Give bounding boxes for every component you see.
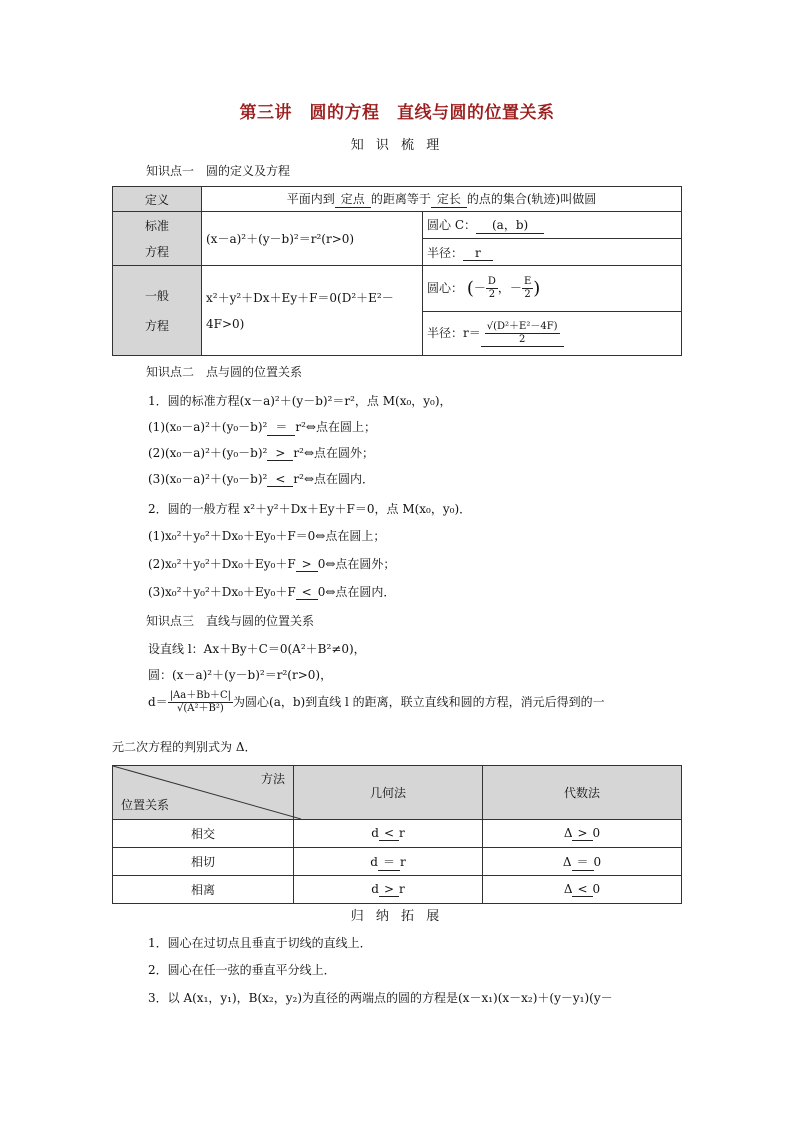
extend-line1: 1．圆心在过切点且垂直于切线的直线上．: [148, 936, 372, 950]
alg-cell: Δ ＝ 0: [483, 848, 682, 876]
gen-center: 圆心： (－ $\frac{D}{2}$ ，－ $\frac{E}{2}$ ): [423, 266, 682, 312]
kp2-line4: (3)(x₀－a)²＋(y₀－b)² < r²⇔点在圆内．: [148, 472, 375, 486]
col-algebraic: 代数法: [483, 766, 682, 820]
std-equation: (x－a)²＋(y－b)²＝r²(r>0): [202, 212, 423, 266]
extend-line3: 3．以 A(x₁，y₁)，B(x₂，y₂)为直径的两端点的圆的方程是(x－x₁)(x－x₂)＋(y－y₁)(y－: [148, 991, 613, 1005]
kp3-heading: 知识点三 直线与圆的位置关系: [146, 614, 315, 628]
gen-radius: [423, 312, 682, 356]
std-radius: [423, 239, 682, 266]
row-name: 相交: [113, 820, 294, 848]
kp2-blank-gt: >: [267, 446, 293, 461]
geo-cell: d < r: [294, 820, 483, 848]
alg-cell: Δ < 0: [483, 876, 682, 904]
alg-cell: Δ > 0: [483, 820, 682, 848]
gen-center-label: 圆心：: [427, 281, 464, 295]
table-corner-cell: [113, 766, 294, 820]
geo-cell: d ＝ r: [294, 848, 483, 876]
gen-label-2: 方程: [144, 318, 169, 333]
kp2-blank-eq: ＝: [267, 418, 295, 436]
std-label: [113, 212, 202, 266]
gen-center-x-frac: $\frac{D}{2}$: [487, 276, 496, 300]
std-radius-label: 半径：: [427, 245, 464, 260]
def-text-post: 的点的集合(轨迹)叫做圆: [466, 192, 597, 206]
section-heading-knowledge: 知 识 梳 理: [350, 138, 444, 153]
line-circle-relation-table: [112, 765, 682, 904]
def-label: 定义: [113, 187, 202, 212]
table-row: [113, 820, 682, 848]
geo-cell: d > r: [294, 876, 483, 904]
table-row: [113, 848, 682, 876]
corner-bottom-label: 位置关系: [121, 798, 170, 812]
gen-radius-frac: $\frac{\text{√(D²＋E²－4F)}}{2}$: [486, 320, 558, 345]
std-label-2: 方程: [144, 244, 169, 259]
corner-top-label: 方法: [260, 772, 285, 786]
def-text: [202, 187, 682, 212]
std-radius-value: r: [463, 246, 493, 261]
gen-radius-label: 半径：r＝: [427, 325, 481, 340]
col-geometric: 几何法: [294, 766, 483, 820]
kp2-line3: (2)(x₀－a)²＋(y₀－b)² > r²⇔点在圆外；: [148, 446, 375, 460]
circle-definition-table: [112, 186, 682, 356]
kp2-heading: 知识点二 点与圆的位置关系: [146, 365, 303, 379]
def-blank-fixed-point: 定点: [335, 190, 371, 208]
kp3-line4: 元二次方程的判别式为 Δ．: [112, 740, 257, 754]
gen-label-1: 一般: [144, 288, 169, 303]
gen-eq-line1: x²＋y²＋Dx＋Ey＋F＝0(D²＋E²－: [206, 290, 394, 305]
kp2-blank-lt: <: [267, 472, 293, 487]
gen-equation: [202, 266, 423, 356]
kp2-line8: (3)x₀²＋y₀²＋Dx₀＋Ey₀＋F < 0⇔点在圆内．: [148, 585, 396, 599]
table-row: [113, 876, 682, 904]
extend-line2: 2．圆心在任一弦的垂直平分线上．: [148, 963, 336, 977]
kp2-line7: (2)x₀²＋y₀²＋Dx₀＋Ey₀＋F > 0⇔点在圆外；: [148, 557, 396, 571]
kp3-line2: 圆：(x－a)²＋(y－b)²＝r²(r>0)，: [148, 668, 333, 682]
kp2-line5: 2．圆的一般方程 x²＋y²＋Dx＋Ey＋F＝0，点 M(x₀，y₀)．: [148, 502, 472, 516]
page-title: 第三讲 圆的方程 直线与圆的位置关系: [239, 103, 555, 123]
gen-center-y-frac: $\frac{E}{2}$: [523, 276, 532, 300]
kp3-line3: d＝ $\frac{|Aa+Bb+C|}{\text{√(A²＋B²)}}$ 为圆心(a，b)到直线 l 的距离，联立直线和圆的方程，消元后得到的一: [148, 690, 605, 714]
std-center: [423, 212, 682, 239]
kp3-line1: 设直线 l：Ax＋By＋C＝0(A²＋B²≠0)，: [148, 642, 366, 656]
kp2-line1: 1．圆的标准方程(x－a)²＋(y－b)²＝r²，点 M(x₀，y₀)，: [148, 394, 452, 408]
section-heading-extension: 归 纳 拓 展: [350, 909, 444, 924]
def-text-mid: 的距离等于: [370, 192, 431, 206]
std-center-label: 圆心 C：: [427, 218, 476, 232]
def-blank-fixed-length: 定长: [431, 190, 467, 208]
kp1-heading: 知识点一 圆的定义及方程: [146, 164, 291, 178]
row-name: 相切: [113, 848, 294, 876]
gen-label: [113, 266, 202, 356]
row-name: 相离: [113, 876, 294, 904]
std-label-1: 标准: [144, 218, 169, 233]
kp2-line2: (1)(x₀－a)²＋(y₀－b)² ＝ r²⇔点在圆上；: [148, 420, 376, 434]
kp2-blank-gen-lt: <: [296, 585, 318, 600]
kp2-blank-gen-gt: >: [296, 557, 318, 572]
gen-eq-line2: 4F>0): [206, 316, 245, 331]
kp2-line6: (1)x₀²＋y₀²＋Dx₀＋Ey₀＋F＝0⇔点在圆上；: [148, 529, 386, 543]
def-text-pre: 平面内到: [286, 192, 335, 206]
std-center-value: (a，b): [476, 216, 544, 234]
distance-fraction: $\frac{|Aa+Bb+C|}{\text{√(A²＋B²)}}$: [169, 690, 232, 714]
